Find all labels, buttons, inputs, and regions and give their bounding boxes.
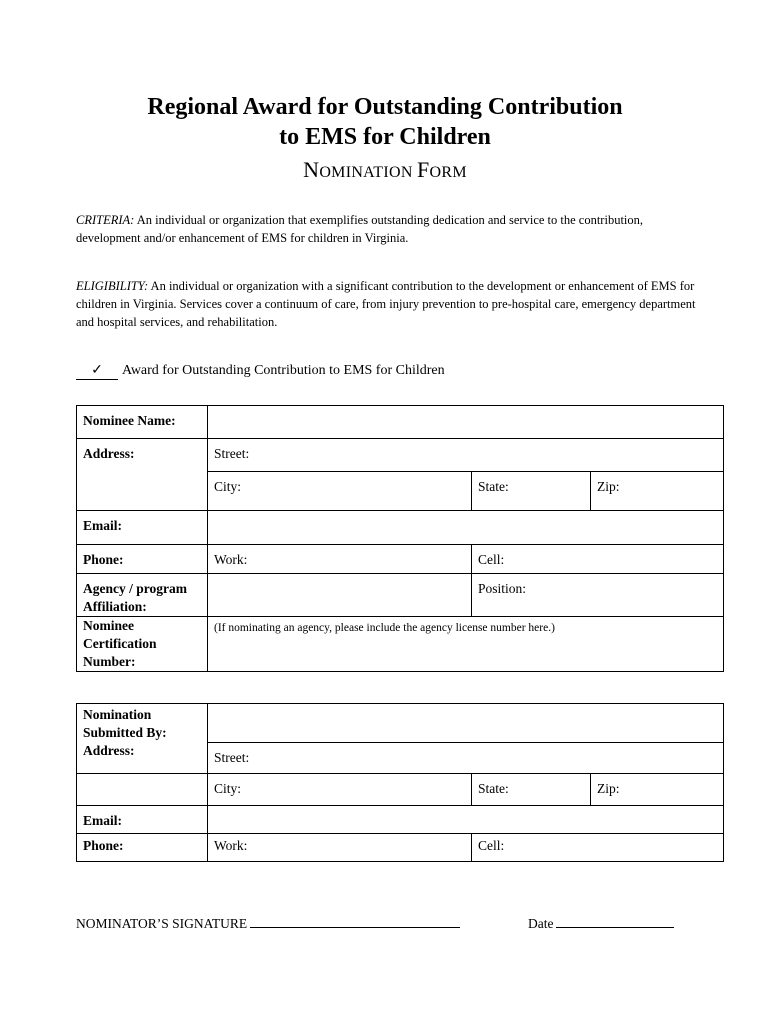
submitter-table (76, 703, 724, 862)
street-label: Street: (214, 749, 250, 765)
criteria-lead: CRITERIA: (76, 213, 135, 227)
nominee-cell-phone-field[interactable] (472, 545, 724, 574)
nominee-street-field[interactable] (208, 439, 724, 472)
form-subtitle (0, 157, 770, 183)
nominee-state-field[interactable] (472, 472, 591, 511)
subtitle-cap-f: F (416, 157, 430, 182)
signature-line (76, 913, 460, 934)
submitter-email-label: Email: (77, 805, 208, 833)
subtitle-small-omination: OMINATION (319, 164, 413, 181)
submitter-phone-label: Phone: (77, 833, 208, 861)
form-title-line2: to EMS for Children (279, 124, 491, 150)
signature-field[interactable] (250, 913, 460, 928)
submitter-email-field[interactable] (208, 805, 724, 833)
nominee-address-blank (77, 472, 208, 511)
checkmark-icon[interactable]: ✓ (76, 362, 118, 380)
award-checkline (76, 361, 445, 381)
nominee-zip-field[interactable] (591, 472, 724, 511)
submitter-zip-field[interactable] (591, 773, 724, 805)
state-label: State: (478, 780, 509, 796)
nominee-email-label: Email: (77, 511, 208, 545)
signature-label: NOMINATOR’S SIGNATURE (76, 916, 248, 931)
nominee-name-field[interactable] (208, 406, 724, 439)
nominee-email-field[interactable] (208, 511, 724, 545)
nominee-city-field[interactable] (208, 472, 472, 511)
criteria-text: An individual or organization that exemplifies outstanding dedication and service to the contribution, development and/or enhancement of EMS for children in Virginia. (76, 213, 644, 245)
city-label: City: (214, 479, 242, 494)
award-label: Award for Outstanding Contribution to EMS for Children (122, 363, 445, 378)
state-label: State: (478, 479, 509, 494)
certification-label: Nominee Certification Number: (77, 617, 208, 672)
submitted-by-field[interactable] (208, 704, 724, 743)
cell-label: Cell: (478, 552, 505, 567)
certification-field[interactable] (208, 617, 724, 672)
eligibility-lead: ELIGIBILITY: (76, 279, 149, 293)
nominee-phone-label: Phone: (77, 545, 208, 574)
agency-license-note: (If nominating an agency, please include the agency license number here.) (214, 622, 555, 634)
submitter-cell-phone-field[interactable] (472, 833, 724, 861)
nominee-work-phone-field[interactable] (208, 545, 472, 574)
subtitle-small-orm: ORM (429, 164, 467, 181)
submitter-state-field[interactable] (472, 773, 591, 805)
street-label: Street: (214, 446, 250, 461)
work-label: Work: (214, 552, 248, 567)
position-field[interactable] (472, 574, 724, 617)
criteria-paragraph (76, 211, 701, 247)
work-label: Work: (214, 837, 248, 853)
form-title-line1: Regional Award for Outstanding Contribution (147, 94, 623, 120)
zip-label: Zip: (597, 780, 620, 796)
date-line (528, 913, 674, 934)
nominee-table (76, 405, 724, 672)
date-label: Date (528, 916, 554, 931)
date-field[interactable] (556, 913, 674, 928)
subtitle-cap-n: N (303, 157, 320, 182)
eligibility-text: An individual or organization with a significant contribution to the development or enhancement of EMS for children in Virginia. Services cover a continuum of care, from injury prevention to pre-hospital care, emergency department and hospital services, and rehabilitation. (76, 279, 696, 329)
submitter-address-blank (77, 773, 208, 805)
submitter-address-label: Address: (77, 742, 208, 773)
eligibility-paragraph (76, 277, 701, 331)
nominee-name-label: Nominee Name: (77, 406, 208, 439)
submitter-street-field[interactable] (208, 742, 724, 773)
nominee-address-label: Address: (77, 439, 208, 472)
submitter-city-field[interactable] (208, 773, 472, 805)
submitted-by-label: Nomination Submitted By: (77, 704, 208, 743)
agency-label: Agency / program Affiliation: (77, 574, 208, 617)
city-label: City: (214, 780, 242, 796)
zip-label: Zip: (597, 479, 620, 494)
submitter-work-phone-field[interactable] (208, 833, 472, 861)
agency-field[interactable] (208, 574, 472, 617)
cell-label: Cell: (478, 837, 505, 853)
position-label: Position: (478, 581, 527, 596)
